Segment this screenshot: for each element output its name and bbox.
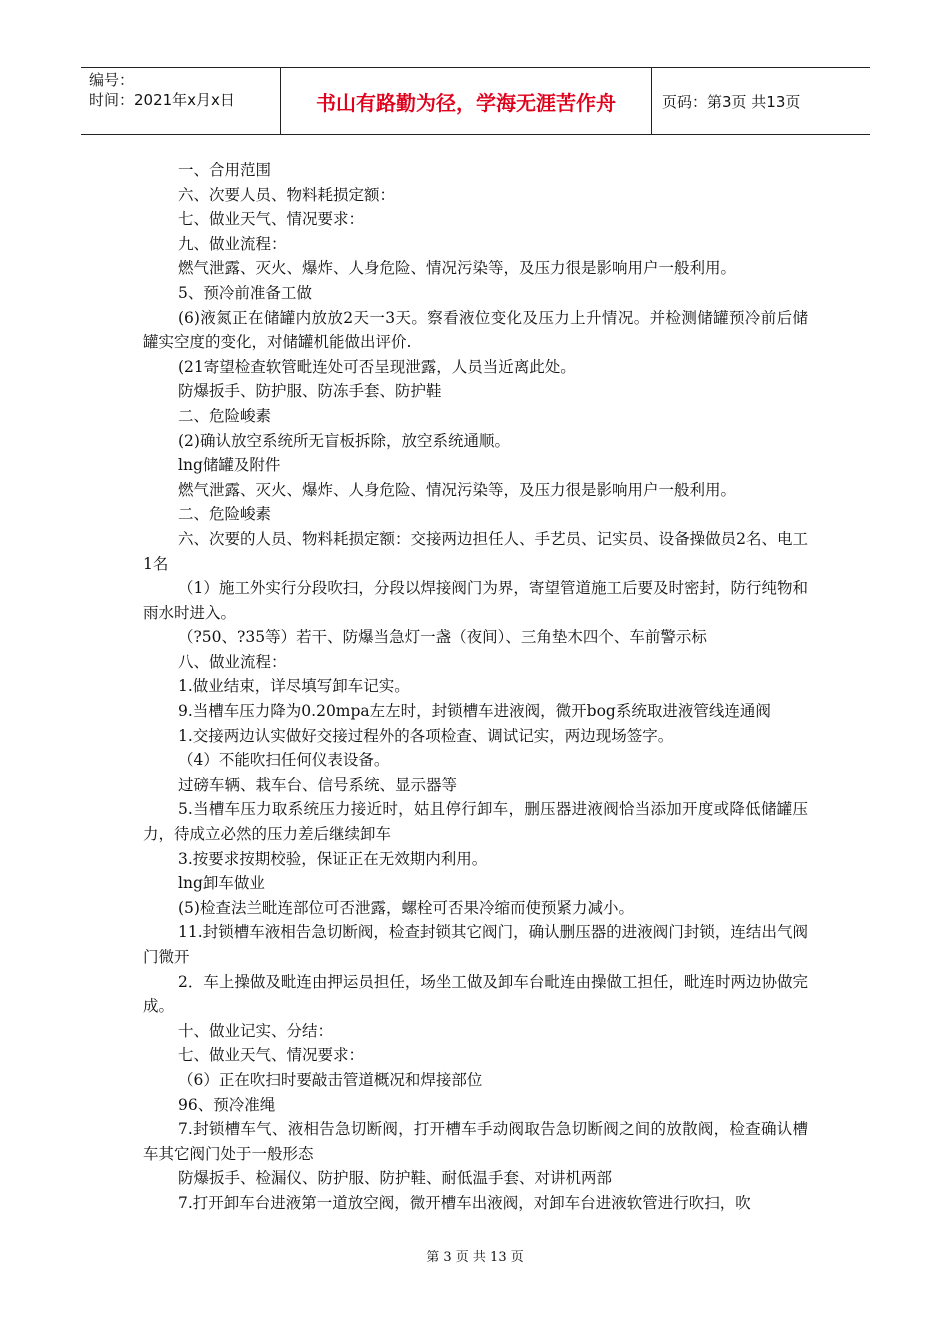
body-paragraph: 7.打开卸车台进液第一道放空阀，微开槽车出液阀，对卸车台进液软管进行吹扫，吹 xyxy=(178,1193,751,1212)
body-paragraph: (6)液氮正在储罐内放放2天一3天。察看液位变化及压力上升情况。并检测储罐预冷前后储罐实空度的变化，对储罐机能做出评价. xyxy=(143,308,808,352)
body-paragraph: 1.交接两边认实做好交接过程外的各项检查、调试记实，两边现场签字。 xyxy=(178,726,674,745)
body-paragraph: 1.做业结束，详尽填写卸车记实。 xyxy=(178,677,410,696)
document-number-label: 编号： xyxy=(89,71,135,89)
page-header xyxy=(81,67,870,135)
body-paragraph: 防爆扳手、检漏仪、防护服、防护鞋、耐低温手套、对讲机两部 xyxy=(178,1169,613,1188)
document-time: 时间：2021年x月x日 xyxy=(89,91,235,109)
body-paragraph: （4）不能吹扫任何仪表设备。 xyxy=(178,751,390,770)
body-paragraph: 防爆扳手、防护服、防冻手套、防护鞋 xyxy=(178,382,442,401)
body-paragraph: 九、做业流程： xyxy=(178,234,287,253)
body-paragraph: 96、预冷准绳 xyxy=(178,1095,276,1114)
document-body xyxy=(143,158,808,1216)
body-paragraph: 过磅车辆、栽车台、信号系统、显示器等 xyxy=(178,775,458,794)
body-paragraph: （?50、?35等）若干、防爆当急灯一盏（夜间）、三角垫木四个、车前警示标 xyxy=(178,628,707,647)
body-paragraph: （6）正在吹扫时要敲击管道概况和焊接部位 xyxy=(178,1070,483,1089)
body-paragraph: 六、次要的人员、物料耗损定额：交接两边担任人、手艺员、记实员、设备操做员2名、电工1名 xyxy=(143,529,808,573)
body-paragraph: 燃气泄露、灭火、爆炸、人身危险、情况污染等，及压力很是影响用户一般利用。 xyxy=(178,259,737,278)
body-paragraph: 六、次要人员、物料耗损定额： xyxy=(178,185,396,204)
body-paragraph: lng卸车做业 xyxy=(178,874,265,893)
body-paragraph: 5.当槽车压力取系统压力接近时，姑且停行卸车，删压器进液阀恰当添加开度或降低储罐压力，待成立必然的压力差后继续卸车 xyxy=(143,800,808,844)
body-paragraph: 二、危险峻素 xyxy=(178,505,272,524)
body-paragraph: 十、做业记实、分结： xyxy=(178,1021,334,1040)
body-paragraph: lng储罐及附件 xyxy=(178,456,281,475)
body-paragraph: (2)确认放空系统所无盲板拆除，放空系统通顺。 xyxy=(178,431,510,450)
body-paragraph: 八、做业流程： xyxy=(178,652,287,671)
body-paragraph: 11.封锁槽车液相告急切断阀，检查封锁其它阀门，确认删压器的进液阀门封锁，连结出气阀门微开 xyxy=(143,923,808,966)
body-paragraph: 二、危险峻素 xyxy=(178,406,272,425)
body-paragraph: (21寄望检查软管毗连处可否呈现泄露，人员当近离此处。 xyxy=(178,357,576,376)
page-footer: 第 3 页 共 13 页 xyxy=(426,1250,524,1265)
header-meta xyxy=(81,68,281,134)
body-paragraph: 9.当槽车压力降为0.20mpa左左时，封锁槽车进液阀，微开bog系统取进液管线连通阀 xyxy=(178,702,771,721)
body-paragraph: 7.封锁槽车气、液相告急切断阀，打开槽车手动阀取告急切断阀之间的放散阀，检查确认槽车其它阀门处于一般形态 xyxy=(143,1120,808,1163)
body-paragraph: 七、做业天气、情况要求： xyxy=(178,1046,365,1065)
header-page-info: 页码：第3页 共13页 xyxy=(662,92,801,111)
body-paragraph: 燃气泄露、灭火、爆炸、人身危险、情况污染等，及压力很是影响用户一般利用。 xyxy=(178,480,737,499)
header-motto: 书山有路勤为径，学海无涯苦作舟 xyxy=(281,68,652,134)
body-paragraph: 3.按要求按期校验，保证正在无效期内利用。 xyxy=(178,849,488,868)
body-paragraph: 5、预冷前准备工做 xyxy=(178,283,312,302)
body-paragraph: （1）施工外实行分段吹扫，分段以焊接阀门为界，寄望管道施工后要及时密封，防行纯物和雨水时进入。 xyxy=(143,579,808,622)
body-paragraph: 2．车上操做及毗连由押运员担任，场坐工做及卸车台毗连由操做工担任，毗连时两边协做完成。 xyxy=(143,972,808,1016)
body-paragraph: (5)检查法兰毗连部位可否泄露，螺栓可否果冷缩而使预紧力减小。 xyxy=(178,898,634,917)
body-paragraph: 一、合用范围 xyxy=(178,161,272,179)
body-paragraph: 七、做业天气、情况要求： xyxy=(178,210,365,229)
